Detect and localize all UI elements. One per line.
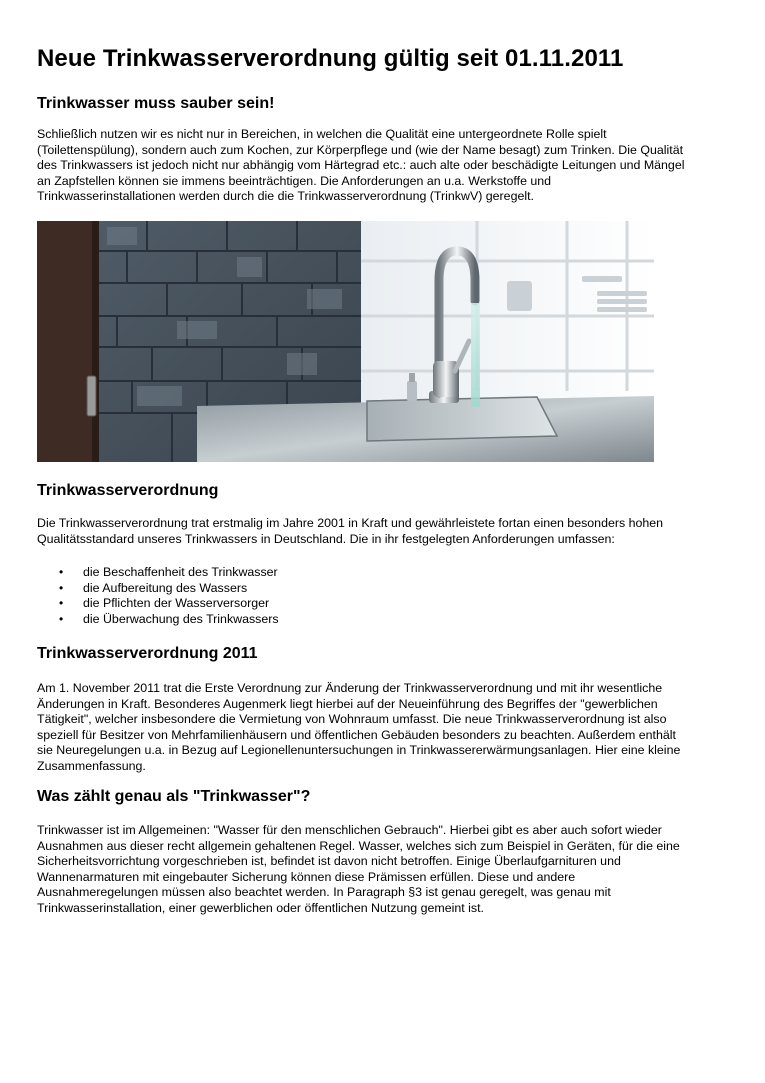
list-item: • die Beschaffenheit des Trinkwasser [37, 565, 279, 581]
paragraph-line: Qualitätsstandard unseres Trinkwassers in Deutschland. Die in ihr festgelegten Anforderungen umfassen: [37, 531, 615, 546]
paragraph-line: Trinkwasserinstallationen werden durch die die Trinkwasserverordnung (TrinkwV) geregelt. [37, 189, 534, 204]
section-heading-trinkwasserverordnung-2011: Trinkwasserverordnung 2011 [37, 645, 258, 662]
section-heading-trinkwasserverordnung: Trinkwasserverordnung [37, 482, 219, 499]
list-item: • die Pflichten der Wasserversorger [37, 596, 279, 612]
paragraph-line: Trinkwasser ist im Allgemeinen: "Wasser für den menschlichen Gebrauch". Hierbei gibt es aber auch sofort wieder [37, 823, 662, 837]
paragraph-line: Änderungen in Kraft. Besonderes Augenmerk liegt hierbei auf der Neueinführung des Begriffes der "gewerblichen [37, 696, 658, 711]
paragraph-line: Die Trinkwasserverordnung trat erstmalig im Jahre 2001 in Kraft und gewährleistete fortan einen besonders hohen [37, 516, 664, 530]
paragraph-line: Am 1. November 2011 trat die Erste Verordnung zur Änderung der Trinkwasserverordnung und mit ihr wesentliche [37, 681, 663, 695]
paragraph-line: speziell für Besitzer von Mehrfamilienhäusern und öffentlichen Gebäuden besonders zu beachten. Außerdem enthält [37, 727, 676, 742]
paragraph-line: Schließlich nutzen wir es nicht nur in Bereichen, in welchen die Qualität eine untergeordnete Rolle spielt [37, 127, 607, 141]
paragraph-line: Zusammenfassung. [37, 758, 146, 773]
paragraph-line: Ausnahmen aus dieser recht allgemein gehaltenen Regel. Wasser, welches sich zum Beispiel in Geräten, für die eine [37, 838, 680, 853]
section-heading-clean-water: Trinkwasser muss sauber sein! [37, 95, 275, 112]
paragraph-line: Trinkwasserinstallation, einer gewerblichen oder öffentlichen Nutzung gemeint ist. [37, 900, 484, 915]
page-title: Neue Trinkwasserverordnung gültig seit 01.11.2011 [37, 45, 624, 72]
section-heading-was-zaehlt-als-trinkwasser: Was zählt genau als "Trinkwasser"? [37, 788, 311, 805]
section-paragraph-trinkwasserverordnung-2011 [37, 681, 729, 775]
paragraph-line: Wannenarmaturen mit eingebauter Sicherung können diese Prämissen erfüllen. Diese und andere [37, 869, 576, 884]
list-item: • die Aufbereitung des Wassers [37, 581, 279, 597]
section-paragraph-clean-water [37, 127, 729, 205]
section-paragraph-trinkwasserverordnung [37, 516, 729, 547]
kitchen-faucet-photo [37, 221, 654, 462]
paragraph-line: (Toilettenspülung), sondern auch zum Kochen, zur Körperpflege und (wie der Name besagt) zum Trinken. Die Qualität [37, 142, 684, 157]
section-paragraph-was-zaehlt-als-trinkwasser [37, 823, 729, 917]
paragraph-line: an Zapfstellen können sie immens beeinträchtigen. Die Anforderungen an u.a. Werkstoffe und [37, 173, 552, 188]
paragraph-line: Tätigkeit", welcher insbesondere die Vermietung von Wohnraum umfasst. Die neue Trinkwasserverordnung ist also [37, 712, 667, 727]
paragraph-line: Sicherheitsvorrichtung vorgeschrieben ist, befindet ist davon nicht betroffen. Einige Überlaufgarnituren und [37, 854, 621, 869]
list-item: • die Überwachung des Trinkwassers [37, 612, 279, 628]
paragraph-line: des Trinkwassers ist jedoch nicht nur abhängig vom Härtegrad etc.: auch alte oder beschädigte Leitungen und Mängel [37, 158, 685, 173]
paragraph-line: Ausnahmeregelungen müssen also beachtet werden. In Paragraph §3 ist genau geregelt, was genau mit [37, 885, 611, 900]
paragraph-line: sie Neuregelungen u.a. in Bezug auf Legionellenuntersuchungen in Trinkwassererwärmungsanlagen. Hier eine kleine [37, 743, 681, 758]
requirements-list [37, 565, 279, 627]
